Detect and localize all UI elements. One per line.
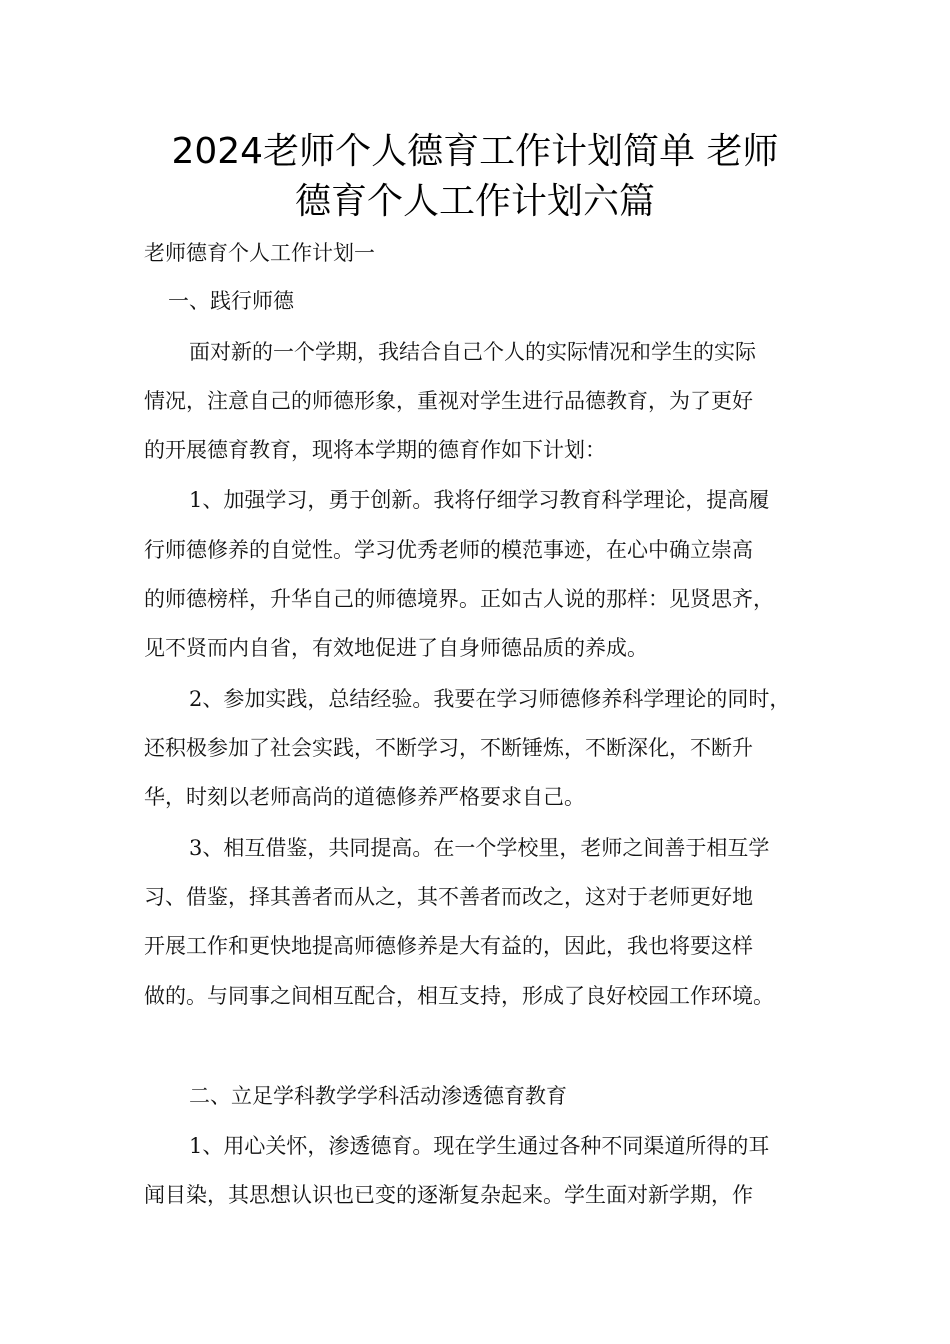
paragraph-line: 1、加强学习，勇于创新。我将仔细学习教育科学理论，提高履 bbox=[189, 488, 770, 512]
subheading-subject-teaching: 二、立足学科教学学科活动渗透德育教育 bbox=[189, 1084, 567, 1108]
paragraph-line: 习、借鉴，择其善者而从之，其不善者而改之，这对于老师更好地 bbox=[144, 885, 753, 909]
document-title-line-1: 2024老师个人德育工作计划简单 老师 bbox=[171, 131, 779, 172]
paragraph-line: 开展工作和更快地提高师德修养是大有益的，因此，我也将要这样 bbox=[144, 934, 753, 958]
paragraph-line: 的开展德育教育，现将本学期的德育作如下计划： bbox=[144, 438, 606, 462]
subheading-practice-ethics: 一、践行师德 bbox=[168, 289, 294, 313]
paragraph-line: 2、参加实践，总结经验。我要在学习师德修养科学理论的同时， bbox=[189, 687, 791, 711]
paragraph-line: 3、相互借鉴，共同提高。在一个学校里，老师之间善于相互学 bbox=[189, 836, 770, 860]
paragraph-line: 见不贤而内自省，有效地促进了自身师德品质的养成。 bbox=[144, 636, 648, 660]
section-heading-plan-1: 老师德育个人工作计划一 bbox=[144, 241, 375, 265]
paragraph-line: 华，时刻以老师高尚的道德修养严格要求自己。 bbox=[144, 785, 585, 809]
paragraph-line: 行师德修养的自觉性。学习优秀老师的模范事迹，在心中确立崇高 bbox=[144, 538, 753, 562]
document-title-line-2: 德育个人工作计划六篇 bbox=[294, 181, 655, 222]
paragraph-line: 做的。与同事之间相互配合，相互支持，形成了良好校园工作环境。 bbox=[144, 984, 774, 1008]
paragraph-line: 1、用心关怀，渗透德育。现在学生通过各种不同渠道所得的耳 bbox=[189, 1134, 770, 1158]
paragraph-line: 情况，注意自己的师德形象，重视对学生进行品德教育，为了更好 bbox=[144, 389, 753, 413]
paragraph-line: 面对新的一个学期，我结合自己个人的实际情况和学生的实际 bbox=[189, 340, 756, 364]
paragraph-line: 的师德榜样，升华自己的师德境界。正如古人说的那样：见贤思齐， bbox=[144, 587, 774, 611]
paragraph-line: 还积极参加了社会实践，不断学习，不断锤炼，不断深化，不断升 bbox=[144, 736, 753, 760]
paragraph-line: 闻目染，其思想认识也已变的逐渐复杂起来。学生面对新学期，作 bbox=[144, 1183, 753, 1207]
